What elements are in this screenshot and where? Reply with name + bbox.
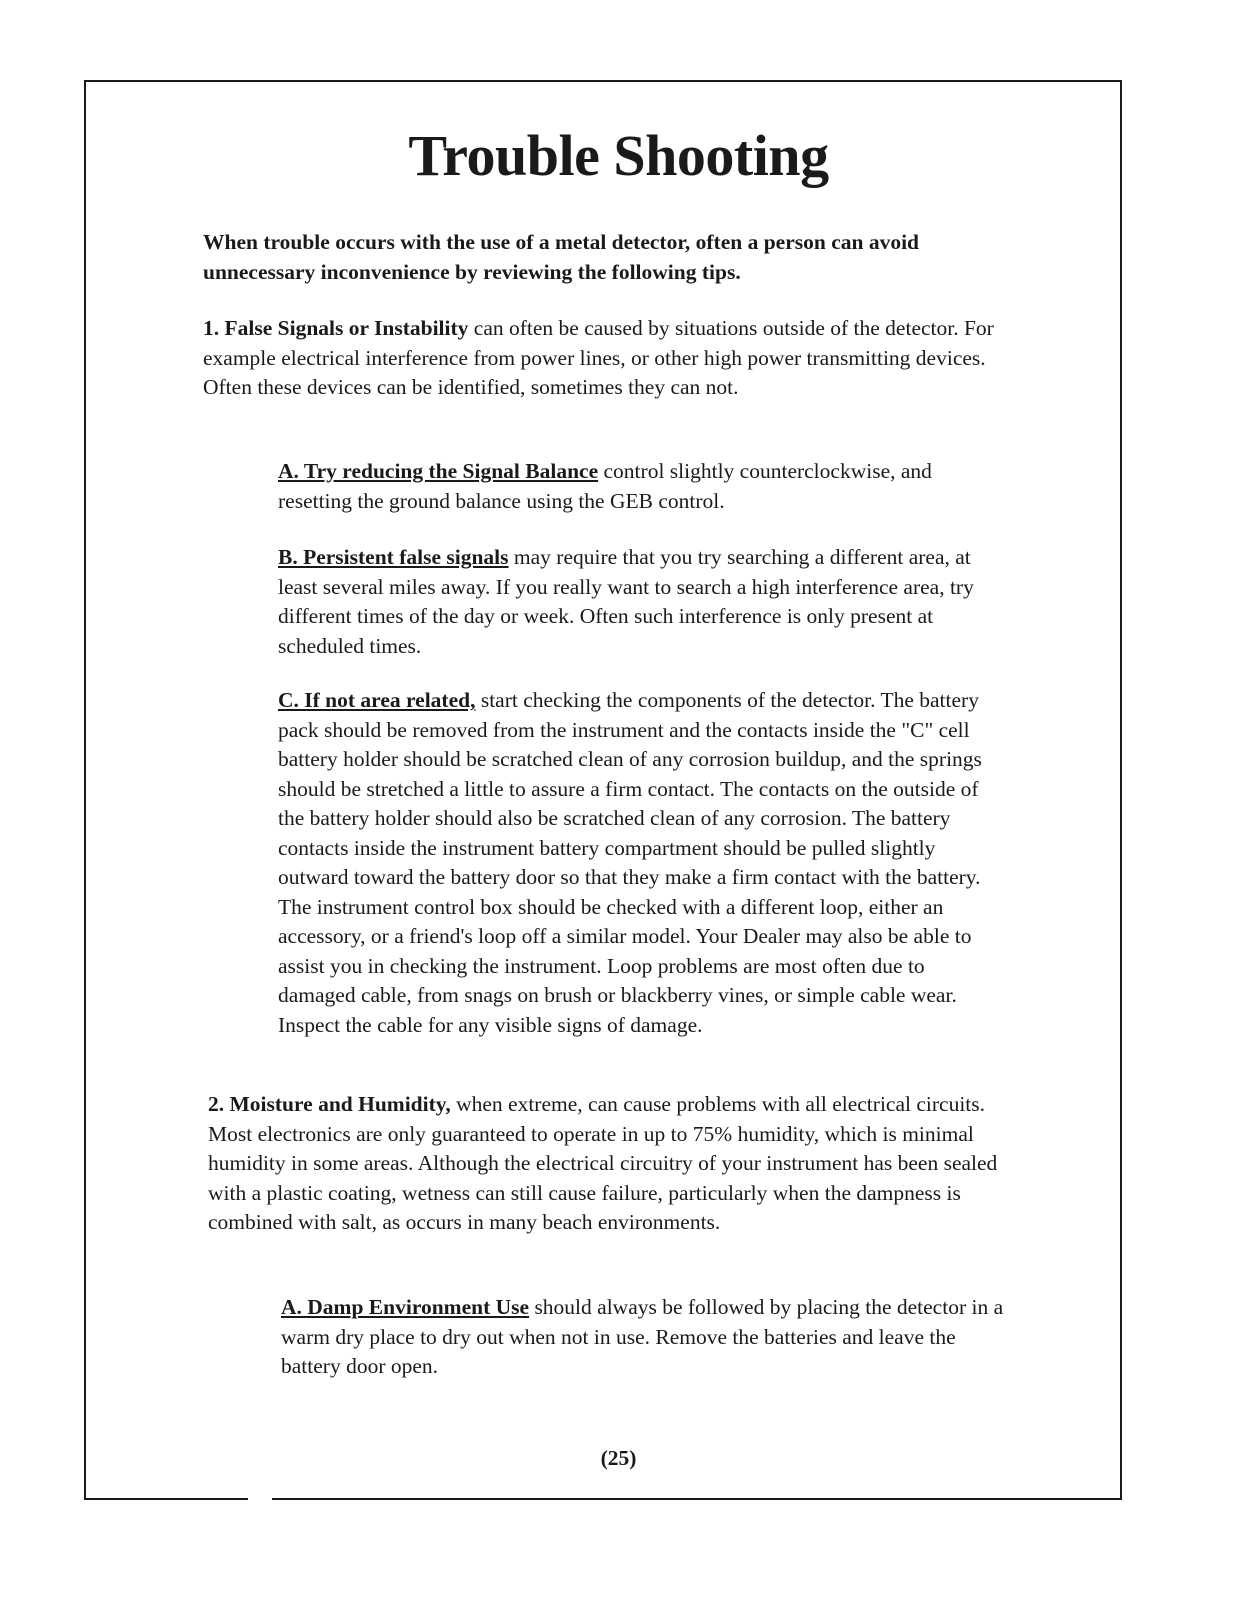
tip-signal-balance-text: control slightly counterclockwise, and resetting the ground balance using the GEB control. (278, 459, 932, 513)
tip-not-area-related (278, 686, 1003, 1040)
section-moisture-humidity-text: when extreme, can cause problems with all electrical circuits. Most electronics are only guaranteed to operate in up to 75% humidity, which is minimal humidity in some areas. Although the electrical circuitry of your instrument has been sealed with a plastic coating, wetness can still cause failure, particularly when the dampness is combined with salt, as occurs in many beach environments. (208, 1092, 998, 1234)
section-false-signals (203, 314, 1003, 403)
tip-damp-environment (281, 1293, 1006, 1382)
tip-persistent-signals (278, 543, 1003, 661)
page-number: (25) (600, 1446, 637, 1470)
page-border-gap (248, 1494, 272, 1504)
section-false-signals-text: can often be caused by situations outside of the detector. For example electrical interference from power lines, or other high power transmitting devices. Often these devices can be identified, sometimes they can not. (203, 316, 994, 399)
tip-signal-balance (278, 457, 1003, 516)
intro-paragraph: When trouble occurs with the use of a metal detector, often a person can avoid unnecessary inconvenience by reviewing the following tips. (203, 230, 920, 284)
section-false-signals-lead: 1. False Signals or Instability (203, 316, 469, 340)
page-title: Trouble Shooting (408, 123, 829, 188)
tip-signal-balance-lead: A. Try reducing the Signal Balance (278, 459, 599, 483)
section-moisture-humidity (208, 1090, 1008, 1238)
tip-damp-environment-lead: A. Damp Environment Use (281, 1295, 530, 1319)
tip-damp-environment-text: should always be followed by placing the detector in a warm dry place to dry out when not in use. Remove the batteries and leave the battery door open. (281, 1295, 1004, 1378)
tip-persistent-signals-lead: B. Persistent false signals (278, 545, 509, 569)
tip-not-area-related-text: start checking the components of the detector. The battery pack should be removed from the instrument and the contacts inside the "C" cell battery holder should be scratched clean of any corrosion buildup, and the springs should be stretched a little to assure a firm contact. The contacts on the outside of the battery holder should also be scratched clean of any corrosion. The battery contacts inside the instrument battery compartment should be pulled slightly outward toward the battery door so that they make a firm contact with the battery. The instrument control box should be checked with a different loop, either an accessory, or a friend's loop off a similar model. Your Dealer may also be able to assist you in checking the instrument. Loop problems are most often due to damaged cable, from snags on brush or blackberry vines, or simple cable wear. Inspect the cable for any visible signs of damage. (278, 688, 982, 1037)
tip-not-area-related-lead: C. If not area related, (278, 688, 476, 712)
tip-persistent-signals-text: may require that you try searching a different area, at least several miles away. If you really want to search a high interference area, try different times of the day or week. Often such interference is only present at scheduled times. (278, 545, 974, 658)
section-moisture-humidity-lead: 2. Moisture and Humidity, (208, 1092, 451, 1116)
